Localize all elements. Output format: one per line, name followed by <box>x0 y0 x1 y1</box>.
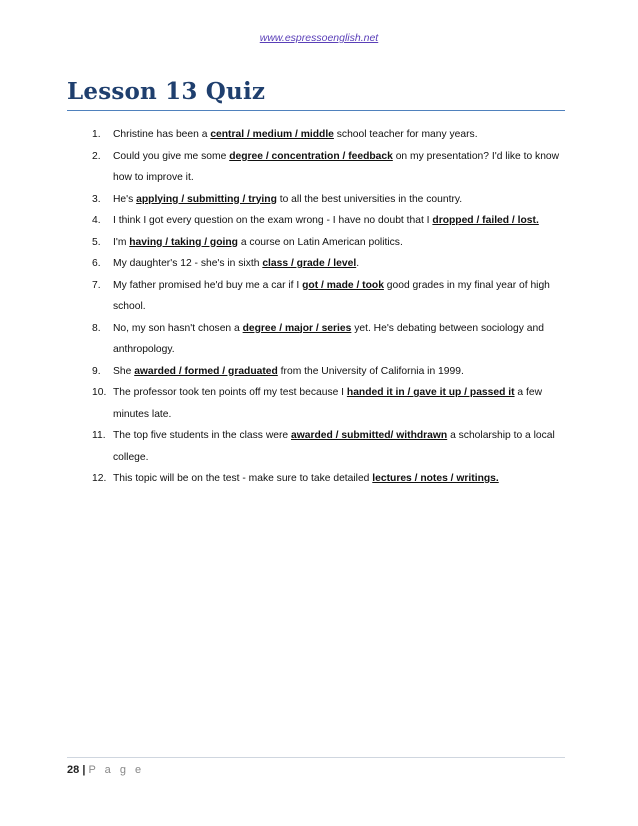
question-number: 9. <box>92 365 101 377</box>
question-text-after: to all the best universities in the country. <box>276 193 463 205</box>
quiz-question <box>88 210 568 232</box>
quiz-question <box>88 382 568 425</box>
question-number: 2. <box>92 150 101 162</box>
answer-choices: awarded / formed / graduated <box>134 365 278 377</box>
question-text-after: a course on Latin American politics. <box>237 236 403 248</box>
website-link[interactable]: www.espressoenglish.net <box>259 32 379 44</box>
answer-choices: applying / submitting / trying <box>136 193 277 205</box>
quiz-question <box>88 275 568 318</box>
quiz-question <box>88 425 568 468</box>
page-title: Lesson 13 Quiz <box>67 78 266 105</box>
quiz-question <box>88 318 568 361</box>
question-text-before: This topic will be on the test - make sure to take detailed <box>113 473 373 484</box>
question-text-before: The top five students in the class were <box>113 430 291 441</box>
question-text-before: She <box>113 365 135 377</box>
answer-choices: having / taking / going <box>129 236 238 248</box>
answer-choices: dropped / failed / lost. <box>432 215 539 226</box>
quiz-question <box>88 253 568 275</box>
question-text-before: Christine has been a <box>113 129 211 140</box>
answer-choices: central / medium / middle <box>210 129 334 140</box>
quiz-question-list <box>88 124 568 490</box>
question-text-before: He's <box>113 193 137 205</box>
quiz-question <box>88 361 568 383</box>
footer-separator: | <box>82 764 86 776</box>
page-label: P a g e <box>88 764 145 776</box>
question-text-after: a scholarship to a local college. <box>113 430 555 463</box>
page-footer <box>67 764 144 776</box>
question-number: 1. <box>92 129 101 140</box>
answer-choices: class / grade / level <box>262 258 357 269</box>
question-text-after: on my presentation? I'd like to know how to improve it. <box>113 150 560 183</box>
question-text-before: My father promised he'd buy me a car if I <box>113 279 303 291</box>
answer-choices: handed it in / gave it up / passed it <box>346 387 515 398</box>
question-text-after: yet. He's debating between sociology and anthropology. <box>113 322 544 355</box>
question-text-before: My daughter's 12 - she's in sixth <box>113 258 263 269</box>
question-number: 4. <box>92 215 101 226</box>
question-number: 10. <box>92 387 107 398</box>
question-text-after: . <box>356 258 360 269</box>
question-text-before: I'm <box>113 236 130 248</box>
question-text-after: from the University of California in 1999. <box>277 365 464 377</box>
question-number: 3. <box>92 193 101 205</box>
page-header <box>0 32 638 44</box>
question-text-before: No, my son hasn't chosen a <box>113 322 243 334</box>
question-text-after: a few minutes late. <box>113 387 543 420</box>
question-number: 8. <box>92 322 101 334</box>
quiz-question <box>88 232 568 254</box>
answer-choices: lectures / notes / writings. <box>372 473 499 484</box>
question-text-before: The professor took ten points off my test because I <box>113 387 347 398</box>
quiz-question <box>88 146 568 189</box>
question-text-after: good grades in my final year of high school. <box>113 279 550 312</box>
question-text-after: school teacher for many years. <box>333 129 478 140</box>
question-number: 12. <box>92 473 107 484</box>
question-number: 6. <box>92 258 101 269</box>
question-number: 11. <box>92 430 106 441</box>
answer-choices: degree / concentration / feedback <box>229 150 393 162</box>
question-text-before: I think I got every question on the exam wrong - I have no doubt that I <box>113 215 433 226</box>
quiz-question <box>88 468 568 490</box>
answer-choices: got / made / took <box>302 279 384 291</box>
quiz-question <box>88 189 568 211</box>
question-number: 5. <box>92 236 101 248</box>
title-divider <box>67 110 565 111</box>
footer-divider <box>67 757 565 758</box>
question-number: 7. <box>92 279 101 291</box>
answer-choices: awarded / submitted/ withdrawn <box>291 430 448 441</box>
question-text-before: Could you give me some <box>113 150 230 162</box>
answer-choices: degree / major / series <box>242 322 352 334</box>
quiz-question <box>88 124 568 146</box>
page-number: 28 <box>67 764 80 776</box>
